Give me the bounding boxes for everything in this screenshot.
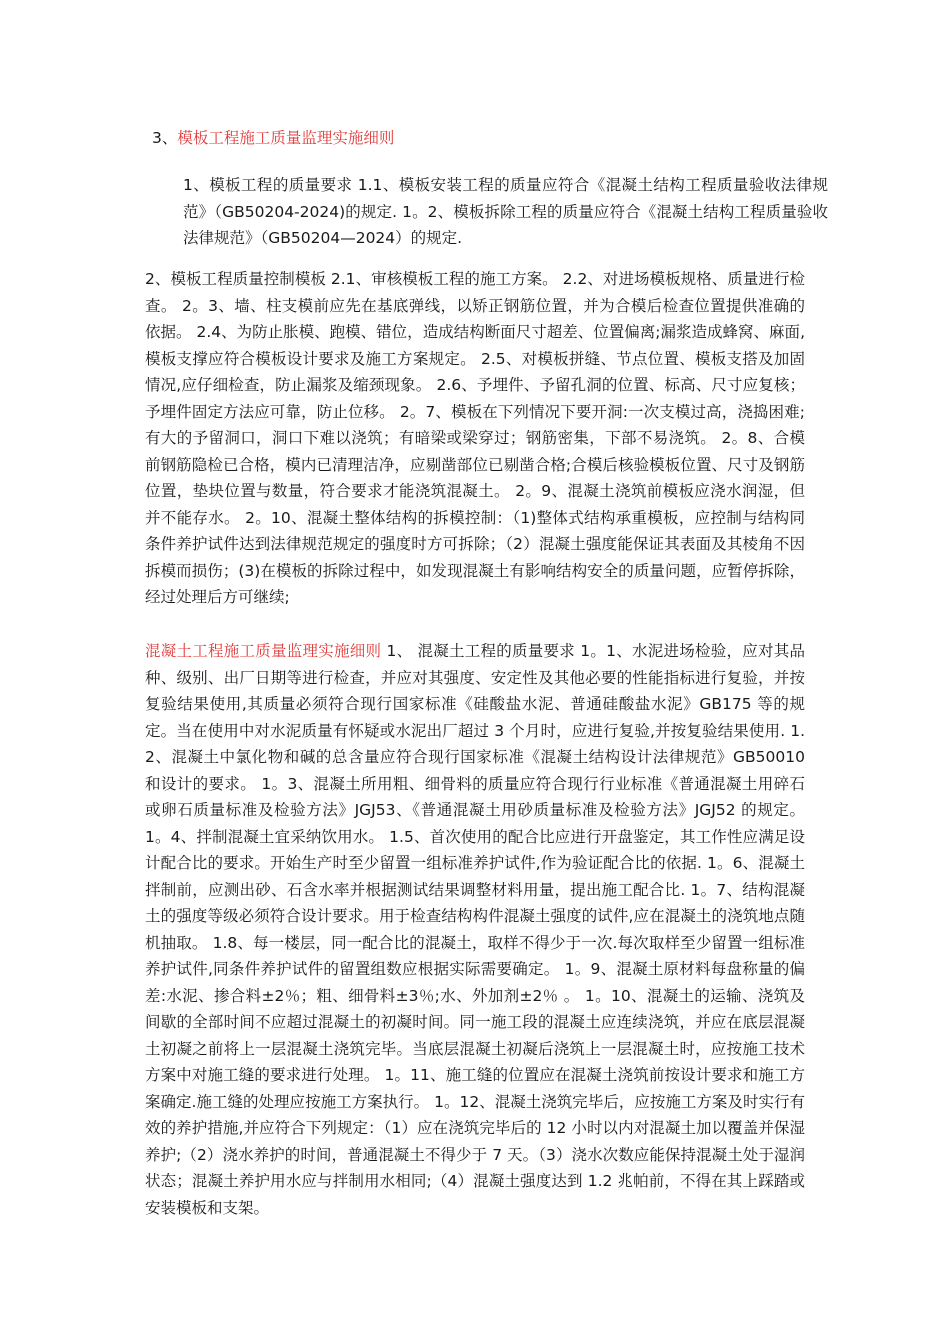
- paragraph-quality-requirements: 1、模板工程的质量要求 1.1、模板安装工程的质量应符合《混凝土结构工程质量验收法律规范》（GB50204-2024)的规定. 1。2、模板拆除工程的质量应符合《混凝土结构工程质量验收法律规范》（GB50204—2024）的规定.: [183, 176, 828, 247]
- concrete-section-title: 混凝土工程施工质量监理实施细则: [145, 642, 382, 660]
- section-title: 模板工程施工质量监理实施细则: [177, 129, 395, 147]
- paragraph-concrete: [145, 638, 805, 1221]
- concrete-section-body: 1、 混凝土工程的质量要求 1。1、水泥进场检验，应对其品种、级别、出厂日期等进行检查，并应对其强度、安定性及其他必要的性能指标进行复验，并按复验结果使用,其质量必须符合现行国家标准《硅酸盐水泥、普通硅酸盐水泥》GB175 等的规定。当在使用中对水泥质量有怀疑或水泥出厂超过 3 个月时，应进行复验,并按复验结果使用. 1.2、混凝土中氯化物和碱的总含量应符合现行国家标准《混凝土结构设计法律规范》GB50010 和设计的要求。 1。3、混凝土所用粗、细骨料的质量应符合现行行业标准《普通混凝土用碎石或卵石质量标准及检验方法》JGJ53、《普通混凝土用砂质量标准及检验方法》JGJ52 的规定。 1。4、拌制混凝土宜采纳饮用水。 1.5、首次使用的配合比应进行开盘鉴定，其工作性应满足设计配合比的要求。开始生产时至少留置一组标准养护试件,作为验证配合比的依据. 1。6、混凝土拌制前，应测出砂、石含水率并根据测试结果调整材料用量，提出施工配合比. 1。7、结构混凝土的强度等级必须符合设计要求。用于检查结构构件混凝土强度的试件,应在混凝土的浇筑地点随机抽取。 1.8、每一楼层，同一配合比的混凝土，取样不得少于一次.每次取样至少留置一组标准养护试件,同条件养护试件的留置组数应根据实际需要确定。 1。9、混凝土原材料每盘称量的偏差:水泥、掺合料±2％；粗、细骨料±3％;水、外加剂±2％ 。 1。10、混凝土的运输、浇筑及间歇的全部时间不应超过混凝土的初凝时间。同一施工段的混凝土应连续浇筑，并应在底层混凝土初凝之前将上一层混凝土浇筑完毕。当底层混凝土初凝后浇筑上一层混凝土时，应按施工技术方案中对施工缝的要求进行处理。 1。11、施工缝的位置应在混凝土浇筑前按设计要求和施工方案确定.施工缝的处理应按施工方案执行。 1。12、混凝土浇筑完毕后，应按施工方案及时实行有效的养护措施,并应符合下列规定：（1）应在浇筑完毕后的 12 小时以内对混凝土加以覆盖并保湿养护;（2）浇水养护的时间，普通混凝土不得少于 7 天。（3）浇水次数应能保持混凝土处于湿润状态；混凝土养护用水应与拌制用水相同;（4）混凝土强度达到 1.2 兆帕前，不得在其上踩踏或安装模板和支架。: [145, 642, 805, 1217]
- section-number: 3、: [152, 129, 178, 147]
- paragraph-quality-control: 2、模板工程质量控制模板 2.1、审核模板工程的施工方案。 2.2、对进场模板规格、质量进行检查。 2。3、墙、柱支模前应先在基底弹线，以矫正钢筋位置，并为合模后检查位置提供准确的依据。 2.4、为防止胀模、跑模、错位，造成结构断面尺寸超差、位置偏离;漏浆造成蜂窝、麻面,模板支撑应符合模板设计要求及施工方案规定。 2.5、对模板拼缝、节点位置、模板支搭及加固情况,应仔细检查，防止漏浆及缩颈现象。 2.6、予埋件、予留孔洞的位置、标高、尺寸应复核；予埋件固定方法应可靠，防止位移。 2。7、模板在下列情况下要开洞:一次支模过高，浇捣困难;有大的予留洞口，洞口下难以浇筑；有暗梁或梁穿过；钢筋密集，下部不易浇筑。 2。8、合模前钢筋隐检已合格，模内已清理洁净，应剔凿部位已剔凿合格;合模后核验模板位置、尺寸及钢筋位置，垫块位置与数量，符合要求才能浇筑混凝土。 2。9、混凝土浇筑前模板应浇水润湿，但并不能存水。 2。10、混凝土整体结构的拆模控制：（1)整体式结构承重模板，应控制与结构同条件养护试件达到法律规范规定的强度时方可拆除；（2）混凝土强度能保证其表面及其棱角不因拆模而损伤；(3)在模板的拆除过程中，如发现混凝土有影响结构安全的质量问题，应暂停拆除，经过处理后方可继续;: [145, 270, 805, 606]
- section-heading: [152, 126, 394, 150]
